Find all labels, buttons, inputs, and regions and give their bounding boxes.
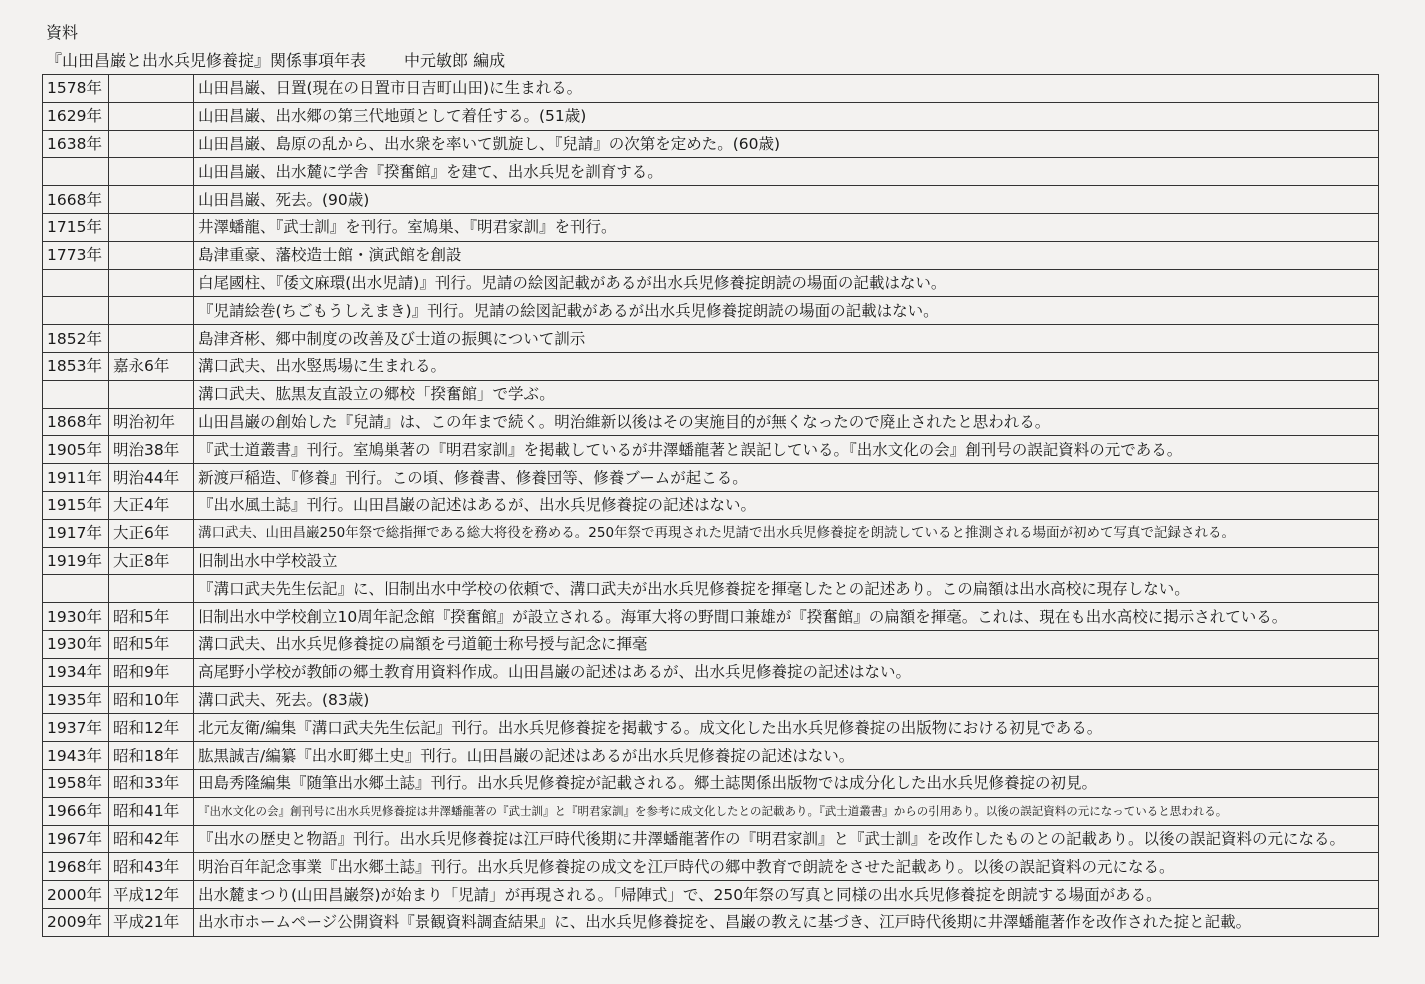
year-cell: 1853年 — [43, 352, 109, 380]
era-cell — [109, 241, 194, 269]
era-cell: 大正4年 — [109, 491, 194, 519]
table-row — [43, 519, 1379, 547]
table-row — [43, 491, 1379, 519]
era-cell: 明治38年 — [109, 436, 194, 464]
era-cell: 昭和18年 — [109, 742, 194, 770]
table-row — [43, 742, 1379, 770]
title-text: 『山田昌巌と出水兵児修養掟』関係事項年表 — [46, 51, 367, 70]
table-row — [43, 352, 1379, 380]
era-cell — [109, 575, 194, 603]
year-cell: 1937年 — [43, 714, 109, 742]
table-row — [43, 881, 1379, 909]
era-cell — [109, 325, 194, 353]
era-cell — [109, 269, 194, 297]
year-cell: 1911年 — [43, 464, 109, 492]
event-cell: 新渡戸稲造、『修養』刊行。この頃、修養書、修養団等、修養ブームが起こる。 — [194, 464, 1379, 492]
event-cell: 溝口武夫、肱黒友直設立の郷校「揆奮館」で学ぶ。 — [194, 380, 1379, 408]
year-cell: 2009年 — [43, 908, 109, 936]
event-cell: 肱黒誠吉/編纂『出水町郷土史』刊行。山田昌巌の記述はあるが出水兵児修養掟の記述はない。 — [194, 742, 1379, 770]
era-cell — [109, 75, 194, 103]
era-cell: 昭和43年 — [109, 853, 194, 881]
era-cell: 昭和5年 — [109, 603, 194, 631]
table-row — [43, 797, 1379, 825]
year-cell: 1934年 — [43, 658, 109, 686]
era-cell — [109, 213, 194, 241]
table-row — [43, 158, 1379, 186]
editor-credit: 中元敏郎 編成 — [404, 51, 506, 70]
event-cell: 白尾國柱、『倭文麻環(出水児請)』刊行。児請の絵図記載があるが出水兵児修養掟朗読の場面の記載はない。 — [194, 269, 1379, 297]
event-cell: 山田昌巌の創始した『兒請』は、この年まで続く。明治維新以後はその実施目的が無くなったので廃止されたと思われる。 — [194, 408, 1379, 436]
era-cell: 平成21年 — [109, 908, 194, 936]
year-cell: 1943年 — [43, 742, 109, 770]
event-cell: 山田昌巌、日置(現在の日置市日吉町山田)に生まれる。 — [194, 75, 1379, 103]
table-row — [43, 102, 1379, 130]
era-cell: 嘉永6年 — [109, 352, 194, 380]
era-cell — [109, 297, 194, 325]
year-cell — [43, 297, 109, 325]
table-row — [43, 464, 1379, 492]
table-row — [43, 436, 1379, 464]
year-cell: 1915年 — [43, 491, 109, 519]
table-row — [43, 408, 1379, 436]
table-row — [43, 630, 1379, 658]
event-cell: 明治百年記念事業『出水郷土誌』刊行。出水兵児修養掟の成文を江戸時代の郷中教育で朗読をさせた記載あり。以後の誤記資料の元になる。 — [194, 853, 1379, 881]
year-cell — [43, 575, 109, 603]
year-cell: 1773年 — [43, 241, 109, 269]
era-cell — [109, 102, 194, 130]
year-cell: 1919年 — [43, 547, 109, 575]
event-cell: 『出水風土誌』刊行。山田昌巌の記述はあるが、出水兵児修養掟の記述はない。 — [194, 491, 1379, 519]
event-cell: 山田昌巌、出水麓に学舎『揆奮館』を建て、出水兵児を訓育する。 — [194, 158, 1379, 186]
table-row — [43, 130, 1379, 158]
event-cell: 高尾野小学校が教師の郷土教育用資料作成。山田昌巌の記述はあるが、出水兵児修養掟の記述はない。 — [194, 658, 1379, 686]
event-cell: 出水市ホームページ公開資料『景観資料調査結果』に、出水兵児修養掟を、昌巌の教えに基づき、江戸時代後期に井澤蟠龍著作を改作された掟と記載。 — [194, 908, 1379, 936]
table-row — [43, 853, 1379, 881]
era-cell: 昭和33年 — [109, 769, 194, 797]
year-cell: 1852年 — [43, 325, 109, 353]
year-cell: 1930年 — [43, 630, 109, 658]
event-cell: 井澤蟠龍、『武士訓』を刊行。室鳩巣、『明君家訓』を刊行。 — [194, 213, 1379, 241]
event-cell: 出水麓まつり(山田昌巌祭)が始まり「児請」が再現される。「帰陣式」で、250年祭の写真と同様の出水兵児修養掟を朗読する場面がある。 — [194, 881, 1379, 909]
era-cell: 大正6年 — [109, 519, 194, 547]
year-cell: 1968年 — [43, 853, 109, 881]
event-cell: 山田昌巌、死去。(90歳) — [194, 186, 1379, 214]
chronology-table — [42, 74, 1379, 937]
event-cell: 『出水文化の会』創刊号に出水兵児修養掟は井澤蟠龍著の『武士訓』と『明君家訓』を参考に成文化したとの記載あり。『武士道叢書』からの引用あり。以後の誤記資料の元になっていると思われる。 — [194, 797, 1379, 825]
year-cell: 1917年 — [43, 519, 109, 547]
table-row — [43, 603, 1379, 631]
table-row — [43, 75, 1379, 103]
table-row — [43, 658, 1379, 686]
table-row — [43, 547, 1379, 575]
era-cell — [109, 158, 194, 186]
era-cell: 昭和5年 — [109, 630, 194, 658]
event-cell: 『武士道叢書』刊行。室鳩巣著の『明君家訓』を掲載しているが井澤蟠龍著と誤記している。『出水文化の会』創刊号の誤記資料の元である。 — [194, 436, 1379, 464]
year-cell — [43, 158, 109, 186]
era-cell — [109, 380, 194, 408]
table-row — [43, 325, 1379, 353]
era-cell: 昭和12年 — [109, 714, 194, 742]
table-row — [43, 769, 1379, 797]
chronology-rows — [43, 75, 1379, 937]
year-cell: 1868年 — [43, 408, 109, 436]
table-row — [43, 213, 1379, 241]
table-row — [43, 241, 1379, 269]
table-row — [43, 908, 1379, 936]
table-row — [43, 269, 1379, 297]
era-cell — [109, 130, 194, 158]
era-cell: 昭和42年 — [109, 825, 194, 853]
event-cell: 溝口武夫、出水竪馬場に生まれる。 — [194, 352, 1379, 380]
event-cell: 島津重豪、藩校造士館・演武館を創設 — [194, 241, 1379, 269]
event-cell: 『溝口武夫先生伝記』に、旧制出水中学校の依頼で、溝口武夫が出水兵児修養掟を揮毫したとの記述あり。この扁額は出水高校に現存しない。 — [194, 575, 1379, 603]
year-cell: 1935年 — [43, 686, 109, 714]
year-cell: 1629年 — [43, 102, 109, 130]
event-cell: 田島秀隆編集『随筆出水郷土誌』刊行。出水兵児修養掟が記載される。郷土誌関係出版物では成分化した出水兵児修養掟の初見。 — [194, 769, 1379, 797]
year-cell: 1578年 — [43, 75, 109, 103]
table-row — [43, 686, 1379, 714]
era-cell: 平成12年 — [109, 881, 194, 909]
table-row — [43, 186, 1379, 214]
table-row — [43, 825, 1379, 853]
year-cell: 1668年 — [43, 186, 109, 214]
event-cell: 溝口武夫、山田昌巌250年祭で総指揮である総大将役を務める。250年祭で再現された児請で出水兵児修養掟を朗読していると推測される場面が初めて写真で記録される。 — [194, 519, 1379, 547]
document-label: 資料 — [46, 23, 79, 42]
era-cell: 昭和41年 — [109, 797, 194, 825]
year-cell — [43, 380, 109, 408]
event-cell: 溝口武夫、死去。(83歳) — [194, 686, 1379, 714]
event-cell: 山田昌巌、出水郷の第三代地頭として着任する。(51歳) — [194, 102, 1379, 130]
document-title — [46, 48, 505, 71]
year-cell: 1966年 — [43, 797, 109, 825]
year-cell: 1967年 — [43, 825, 109, 853]
event-cell: 島津斉彬、郷中制度の改善及び士道の振興について訓示 — [194, 325, 1379, 353]
year-cell: 1958年 — [43, 769, 109, 797]
event-cell: 旧制出水中学校設立 — [194, 547, 1379, 575]
event-cell: 溝口武夫、出水兵児修養掟の扁額を弓道範士称号授与記念に揮毫 — [194, 630, 1379, 658]
year-cell: 2000年 — [43, 881, 109, 909]
event-cell: 『出水の歴史と物語』刊行。出水兵児修養掟は江戸時代後期に井澤蟠龍著作の『明君家訓』と『武士訓』を改作したものとの記載あり。以後の誤記資料の元になる。 — [194, 825, 1379, 853]
era-cell: 昭和10年 — [109, 686, 194, 714]
event-cell: 旧制出水中学校創立10周年記念館『揆奮館』が設立される。海軍大将の野間口兼雄が『揆奮館』の扁額を揮毫。これは、現在も出水高校に掲示されている。 — [194, 603, 1379, 631]
event-cell: 山田昌巌、島原の乱から、出水衆を率いて凱旋し、『兒請』の次第を定めた。(60歳) — [194, 130, 1379, 158]
year-cell: 1638年 — [43, 130, 109, 158]
era-cell — [109, 186, 194, 214]
era-cell: 明治初年 — [109, 408, 194, 436]
era-cell: 明治44年 — [109, 464, 194, 492]
era-cell: 昭和9年 — [109, 658, 194, 686]
era-cell: 大正8年 — [109, 547, 194, 575]
table-row — [43, 714, 1379, 742]
year-cell — [43, 269, 109, 297]
table-row — [43, 297, 1379, 325]
event-cell: 北元友衛/編集『溝口武夫先生伝記』刊行。出水兵児修養掟を掲載する。成文化した出水兵児修養掟の出版物における初見である。 — [194, 714, 1379, 742]
table-row — [43, 575, 1379, 603]
event-cell: 『児請絵巻(ちごもうしえまき)』刊行。児請の絵図記載があるが出水兵児修養掟朗読の場面の記載はない。 — [194, 297, 1379, 325]
year-cell: 1715年 — [43, 213, 109, 241]
table-row — [43, 380, 1379, 408]
year-cell: 1930年 — [43, 603, 109, 631]
year-cell: 1905年 — [43, 436, 109, 464]
